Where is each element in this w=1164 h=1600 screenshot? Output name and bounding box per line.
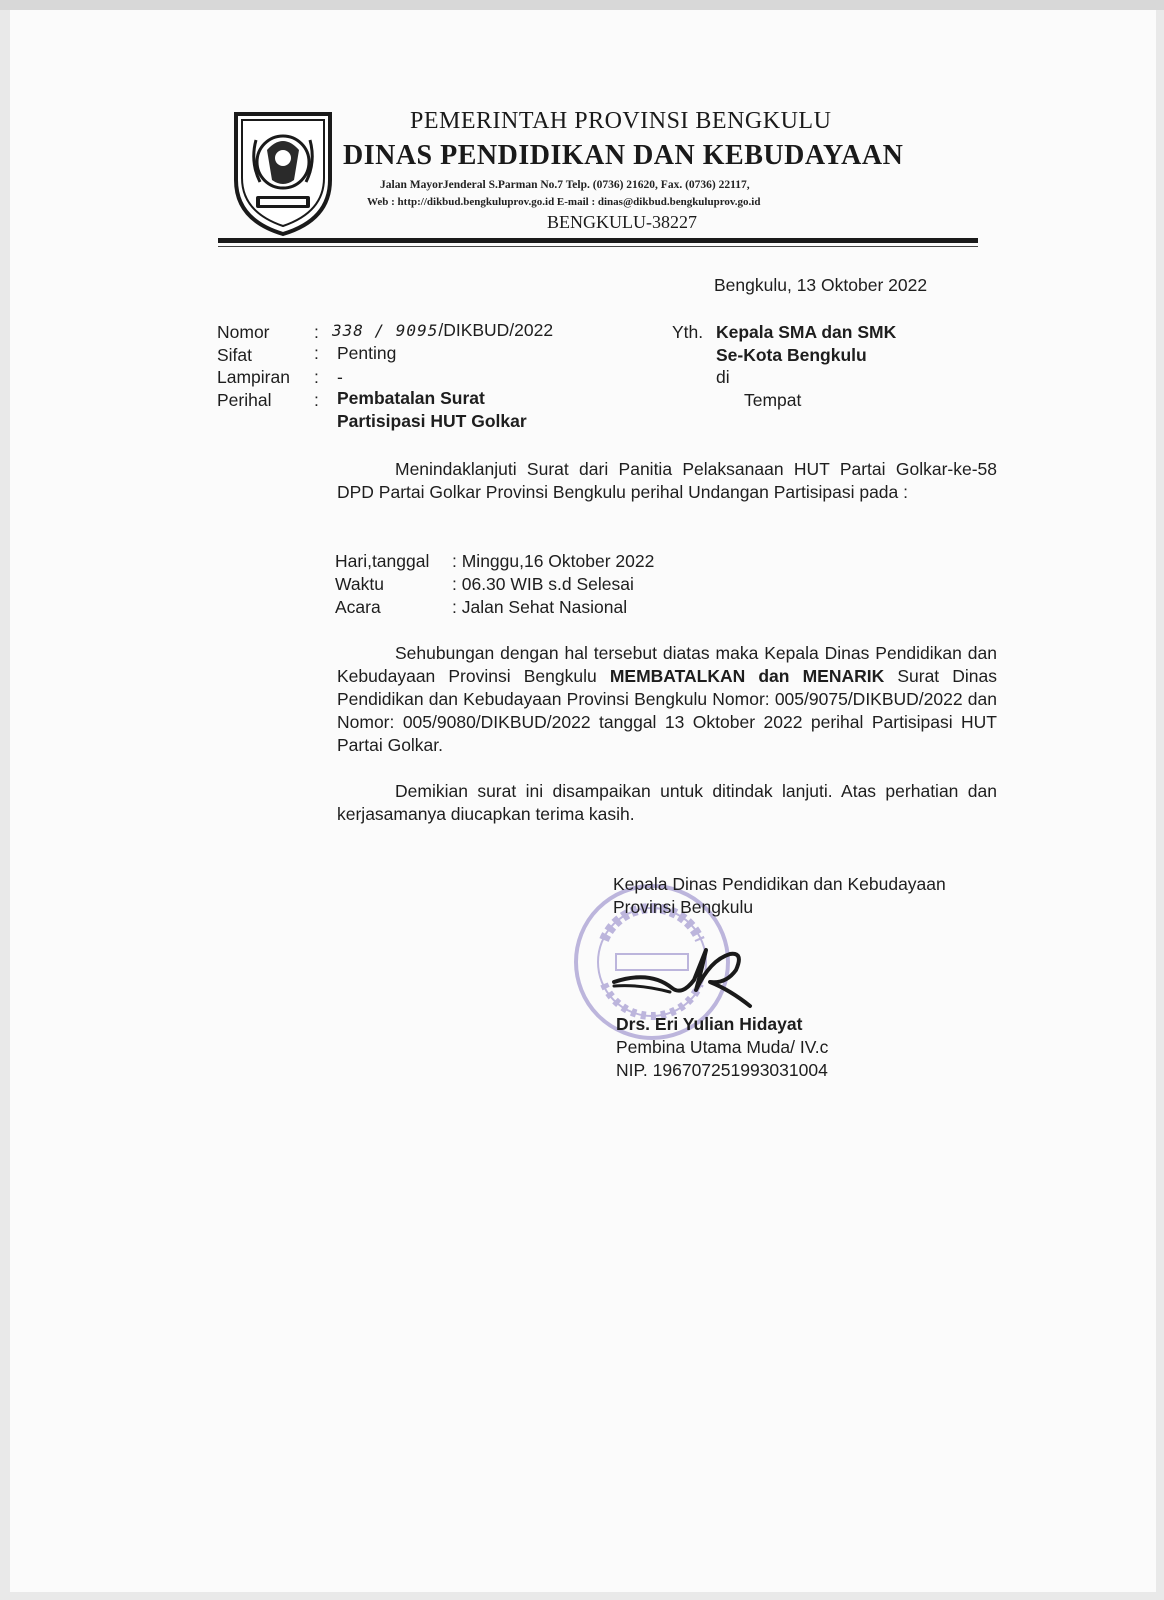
nomor-printed: /DIKBUD/2022 (438, 320, 554, 340)
letterhead-office: DINAS PENDIDIKAN DAN KEBUDAYAAN (343, 140, 904, 171)
event-acara-label: Acara (335, 597, 381, 617)
nomor-colon: : (314, 322, 319, 342)
letterhead-city: BENGKULU-38227 (547, 212, 697, 232)
lampiran-label: Lampiran (217, 367, 290, 387)
recipient-line4: Tempat (744, 390, 802, 410)
nomor-handwritten: 338 / 9095 (332, 321, 439, 340)
perihal-value-line2: Partisipasi HUT Golkar (337, 411, 527, 431)
paragraph-2-emphasis: MEMBATALKAN dan MENARIK (609, 666, 885, 686)
handwritten-signature-icon (610, 930, 770, 1020)
recipient-line1: Kepala SMA dan SMK (716, 322, 897, 342)
recipient-line2: Se-Kota Bengkulu (716, 345, 867, 365)
letterhead-web-email: Web : http://dikbud.bengkuluprov.go.id E-mail : dinas@dikbud.bengkuluprov.go.id (367, 196, 761, 208)
nomor-value (332, 320, 553, 341)
letter-page (10, 10, 1156, 1592)
signature-title-line2: Provinsi Bengkulu (613, 897, 754, 917)
letterhead-government: PEMERINTAH PROVINSI BENGKULU (410, 108, 832, 134)
event-hari-label: Hari,tanggal (335, 551, 430, 571)
event-waktu-value: : 06.30 WIB s.d Selesai (452, 574, 634, 594)
nomor-label: Nomor (217, 322, 270, 342)
event-hari-value: : Minggu,16 Oktober 2022 (452, 551, 655, 571)
event-waktu-label: Waktu (335, 574, 384, 594)
sifat-colon: : (314, 343, 319, 363)
recipient-line3: di (716, 367, 730, 387)
body-paragraph-3: Demikian surat ini disampaikan untuk ditindak lanjuti. Atas perhatian dan kerjasamanya diucapkan terima kasih. (337, 781, 997, 824)
body-paragraph-1: Menindaklanjuti Surat dari Panitia Pelaksanaan HUT Partai Golkar-ke-58 DPD Partai Golkar Provinsi Bengkulu perihal Undangan Partisipasi pada : (337, 459, 997, 502)
recipient-yth: Yth. (672, 322, 704, 342)
letterhead-rule-thin (218, 246, 978, 247)
signatory-nip: NIP. 196707251993031004 (616, 1060, 828, 1080)
top-strip (0, 0, 1164, 10)
lampiran-colon: : (314, 367, 319, 387)
letter-date: Bengkulu, 13 Oktober 2022 (714, 275, 928, 295)
lampiran-value: - (337, 367, 343, 387)
signatory-name: Drs. Eri Yulian Hidayat (616, 1014, 803, 1034)
signature-title-line1: Kepala Dinas Pendidikan dan Kebudayaan (613, 874, 946, 894)
sifat-value: Penting (337, 343, 397, 363)
perihal-colon: : (314, 390, 319, 410)
event-acara-value: : Jalan Sehat Nasional (452, 597, 628, 617)
perihal-value-line1: Pembatalan Surat (337, 388, 485, 408)
body-paragraph-2 (337, 642, 997, 757)
signatory-rank: Pembina Utama Muda/ IV.c (616, 1037, 829, 1057)
letterhead-rule (218, 238, 978, 243)
paragraph-2-part-a: Sehubungan dengan hal tersebut diatas maka Kepala Dinas Pendidikan dan Kebudayaan Provinsi Bengkulu (337, 643, 997, 686)
perihal-label: Perihal (217, 390, 272, 410)
provincial-emblem-icon (232, 110, 334, 238)
paragraph-2-part-b: Surat Dinas Pendidikan dan Kebudayaan Provinsi Bengkulu Nomor: 005/9075/DIKBUD/2022 dan Nomor: 005/9080/DIKBUD/2022 tanggal 13 Oktober 2022 perihal Partisipasi HUT Partai Golkar. (337, 666, 998, 755)
sifat-label: Sifat (217, 345, 253, 365)
letterhead-address: Jalan MayorJenderal S.Parman No.7 Telp. (0736) 21620, Fax. (0736) 22117, (380, 179, 750, 191)
